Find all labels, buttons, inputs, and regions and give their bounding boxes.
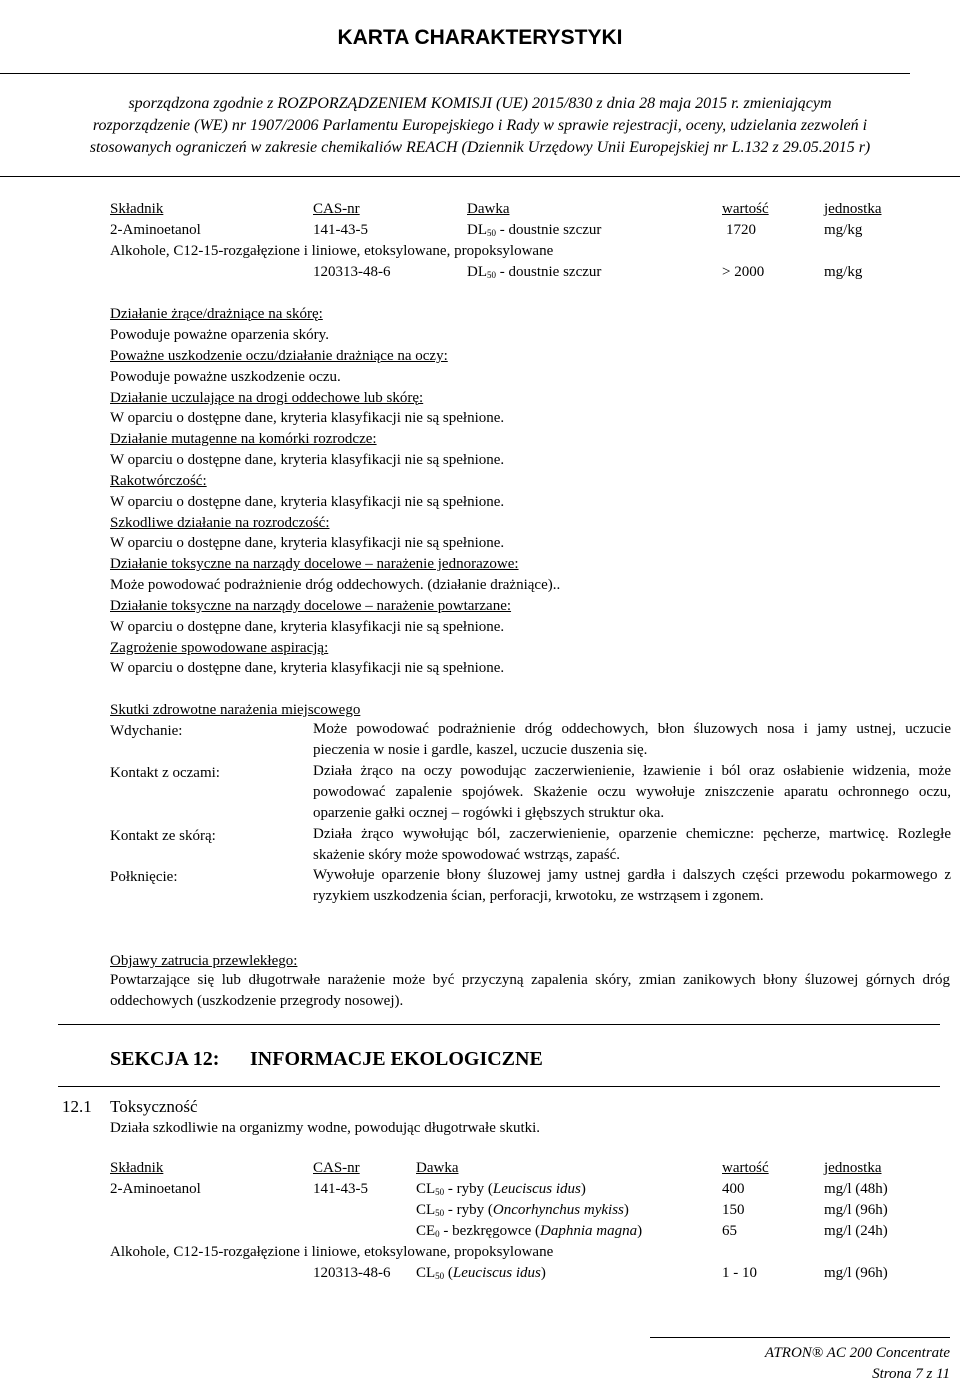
effect-heading: Zagrożenie spowodowane aspiracją: (110, 640, 329, 656)
effect-text: W oparciu o dostępne dane, kryteria klasyfikacji nie są spełnione. (110, 410, 505, 426)
tox-row1-value: 1720 (726, 222, 756, 238)
local-effects-heading: Skutki zdrowotne narażenia miejscowego (110, 702, 361, 718)
tox-row2-unit: mg/kg (824, 264, 863, 280)
effect-heading: Poważne uszkodzenie oczu/działanie drażniące na oczy: (110, 348, 448, 364)
eco-row-dose: $CL_{50}$ - ryby (Leuciscus idus) (416, 1181, 586, 1197)
tox-row2-dose: $DL_{50}$ - doustnie szczur (467, 264, 602, 280)
chronic-heading: Objawy zatrucia przewlekłego: (110, 953, 298, 969)
header-rule (0, 73, 910, 74)
effect-text: Powoduje poważne oparzenia skóry. (110, 327, 329, 343)
local-effect-label: Kontakt ze skórą: (110, 828, 216, 844)
effect-text: W oparciu o dostępne dane, kryteria klasyfikacji nie są spełnione. (110, 452, 505, 468)
effect-heading: Działanie toksyczne na narządy docelowe – narażenie powtarzane: (110, 598, 512, 614)
tox-header-dose: Dawka (467, 201, 510, 217)
local-effect-label: Wdychanie: (110, 723, 183, 739)
eco-header-value: wartość (722, 1160, 769, 1176)
eco-row-value: 400 (722, 1181, 745, 1197)
eco-header-cas: CAS-nr (313, 1160, 360, 1176)
tox-row2-component: Alkohole, C12-15-rozgałęzione i liniowe, etoksylowane, propoksylowane (110, 243, 554, 259)
tox-row2-value: > 2000 (722, 264, 765, 280)
effect-text: W oparciu o dostępne dane, kryteria klasyfikacji nie są spełnione. (110, 494, 505, 510)
tox-row1-unit: mg/kg (824, 222, 863, 238)
document-title: KARTA CHARAKTERYSTYKI (337, 26, 623, 49)
subsection-title: Toksyczność (110, 1097, 198, 1116)
tox-row1-dose: $DL_{50}$ - doustnie szczur (467, 222, 602, 238)
eco-row-value: 150 (722, 1202, 745, 1218)
local-effect-text: Działa żrąco na oczy powodując zaczerwienienie, łzawienie i ból oraz osłabienie widzenia, może powodować zapalenie spojówek. Skażenie oczu wywołuje zniszczenie aparatu ochronnego oczu, oparzenie gałki ocznej – rogówki i głębszych struktur oka. (313, 763, 951, 821)
footer-page-number: Strona 7 z 11 (872, 1366, 950, 1382)
effect-heading: Szkodliwe działanie na rozrodczość: (110, 515, 330, 531)
effect-text: W oparciu o dostępne dane, kryteria klasyfikacji nie są spełnione. (110, 535, 505, 551)
tox-row1-cas: 141-43-5 (313, 222, 368, 238)
tox-header-unit: jednostka (824, 201, 882, 217)
tox-header-value: wartość (722, 201, 769, 217)
effect-heading: Działanie toksyczne na narządy docelowe – narażenie jednorazowe: (110, 556, 519, 572)
subsection-number: 12.1 (62, 1097, 92, 1116)
eco-row5-dose: $CL_{50}$ (Leuciscus idus) (416, 1265, 546, 1281)
header-bottom-rule (0, 176, 960, 177)
local-effect-text: Może powodować podrażnienie dróg oddechowych, błon śluzowych nosa i jamy ustnej, uczucie pieczenia w nosie i gardle, kaszel, uczucie duszenia się. (313, 721, 951, 758)
subtitle-line-2: rozporządzenie (WE) nr 1907/2006 Parlamentu Europejskiego i Rady w sprawie rejestracji, oceny, udzielania zezwoleń i (92, 117, 868, 134)
section-number: SEKCJA 12: (110, 1048, 220, 1070)
eco-row-unit: mg/l (24h) (824, 1223, 888, 1239)
eco-header-dose: Dawka (416, 1160, 459, 1176)
effect-heading: Działanie mutagenne na komórki rozrodcze: (110, 431, 377, 447)
effect-text: Powoduje poważne uszkodzenie oczu. (110, 369, 341, 385)
effect-text: Może powodować podrażnienie dróg oddechowych. (działanie drażniące).. (110, 577, 561, 593)
chronic-text: Powtarzające się lub długotrwałe narażenie może być przyczyną zapalenia skóry, zmian zanikowych błony śluzowej górnych dróg oddechowych (uszkodzenie przegrody nosowej). (110, 972, 950, 1009)
effect-text: W oparciu o dostępne dane, kryteria klasyfikacji nie są spełnione. (110, 619, 505, 635)
local-effect-text: Wywołuje oparzenie błony śluzowej jamy ustnej gardła i dalszych części przewodu pokarmowego z ryzykiem uszkodzenia ścian, perforacji, krwotoku, ze wstrząsem i zgonem. (313, 867, 951, 904)
local-effect-label: Połknięcie: (110, 869, 178, 885)
eco-row-component: 2-Aminoetanol (110, 1181, 201, 1197)
footer-rule (650, 1337, 950, 1338)
section-title: INFORMACJE EKOLOGICZNE (250, 1048, 543, 1070)
eco-row5-unit: mg/l (96h) (824, 1265, 888, 1281)
tox-header-cas: CAS-nr (313, 201, 360, 217)
eco-row-dose: $CE_0$ - bezkręgowce (Daphnia magna) (416, 1223, 643, 1239)
tox-row1-component: 2-Aminoetanol (110, 222, 201, 238)
footer-product: ATRON® AC 200 Concentrate (764, 1345, 950, 1361)
effect-heading: Działanie żrące/drażniące na skórę: (110, 306, 323, 322)
eco-row-unit: mg/l (48h) (824, 1181, 888, 1197)
eco-row5-cas: 120313-48-6 (313, 1265, 391, 1281)
subsection-text: Działa szkodliwie na organizmy wodne, powodując długotrwałe skutki. (110, 1120, 541, 1136)
section-rule-bottom (58, 1086, 940, 1087)
effect-heading: Działanie uczulające na drogi oddechowe lub skórę: (110, 390, 424, 406)
eco-row4-component: Alkohole, C12-15-rozgałęzione i liniowe, etoksylowane, propoksylowane (110, 1244, 554, 1260)
local-effect-text: Działa żrąco wywołując ból, zaczerwienienie, oparzenie chemiczne: pęcherze, martwicę. Rozległe skażenie skóry może spowodować wstrząs, zapaść. (313, 826, 951, 863)
local-effect-label: Kontakt z oczami: (110, 765, 220, 781)
effect-heading: Rakotwórczość: (110, 473, 207, 489)
subtitle-line-3: stosowanych ograniczeń w zakresie chemikaliów REACH (Dziennik Urzędowy Unii Europejskiej nr L.132 z 29.05.2015 r) (89, 139, 871, 156)
eco-row-dose: $CL_{50}$ - ryby (Oncorhynchus mykiss) (416, 1202, 629, 1218)
tox-row2-cas: 120313-48-6 (313, 264, 391, 280)
eco-header-component: Składnik (110, 1160, 164, 1176)
subtitle-line-1: sporządzona zgodnie z ROZPORZĄDZENIEM KOMISJI (UE) 2015/830 z dnia 28 maja 2015 r. zmieniającym (128, 95, 832, 112)
tox-header-component: Składnik (110, 201, 164, 217)
eco-row5-value: 1 - 10 (722, 1265, 757, 1281)
eco-row-value: 65 (722, 1223, 737, 1239)
section-rule-top (58, 1024, 940, 1025)
eco-row-unit: mg/l (96h) (824, 1202, 888, 1218)
effect-text: W oparciu o dostępne dane, kryteria klasyfikacji nie są spełnione. (110, 660, 505, 676)
eco-row-cas: 141-43-5 (313, 1181, 368, 1197)
eco-header-unit: jednostka (824, 1160, 882, 1176)
